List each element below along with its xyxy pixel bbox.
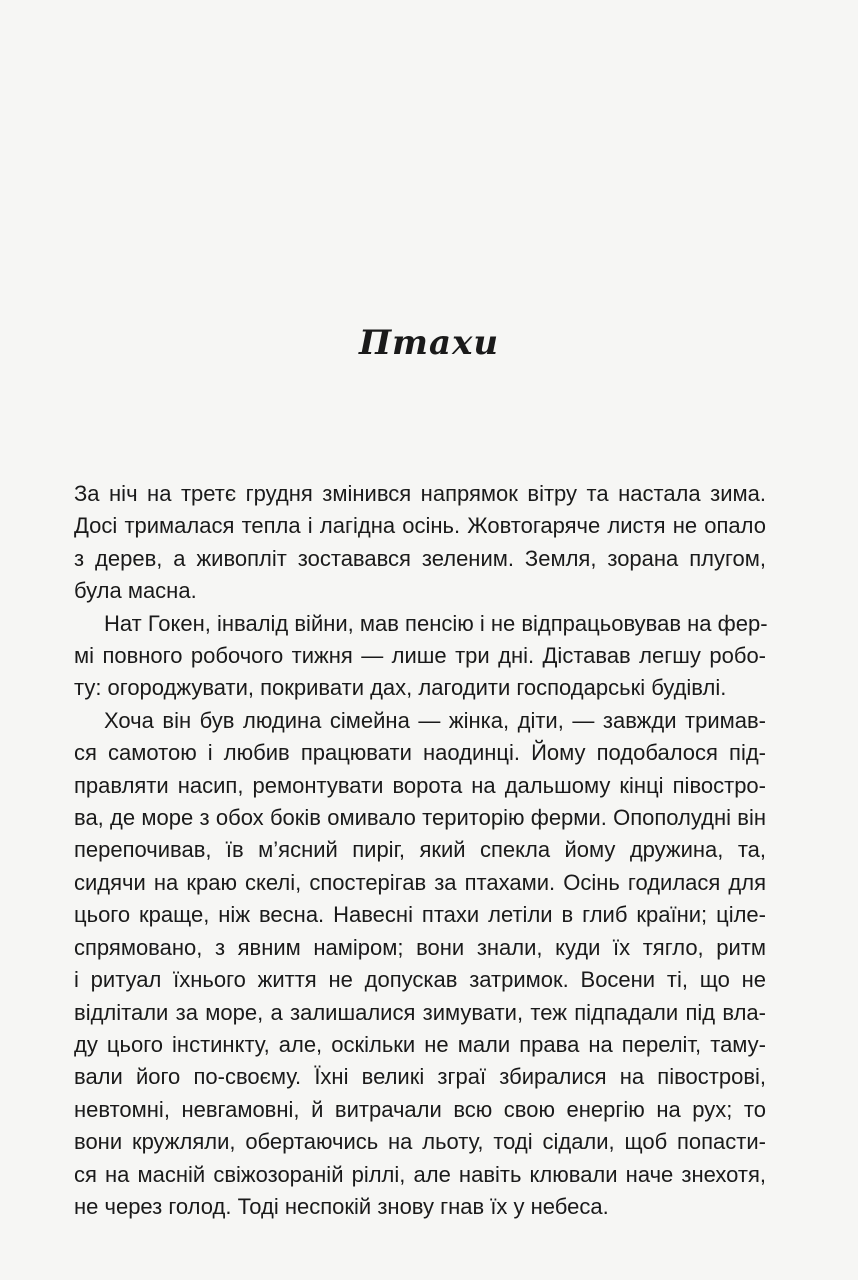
text-line: відлітали за море, а залишалися зимувати, теж підпадали під вла-	[74, 999, 766, 1025]
text-line: була масна.	[74, 578, 197, 604]
body-text	[74, 478, 766, 1223]
text-line: з дерев, а живопліт зоставався зеленим. Земля, зорана плугом,	[74, 545, 766, 571]
text-line: ся самотою і любив працювати наодинці. Йому подобалося під-	[74, 740, 766, 766]
text-line: перепочивав, їв м’ясний пиріг, який спекла йому дружина, та,	[74, 837, 766, 863]
text-line: Досі трималася тепла і лагідна осінь. Жовтогаряче листя не опало	[74, 513, 766, 539]
text-line: і ритуал їхнього життя не допускав затримок. Восени ті, що не	[74, 967, 766, 993]
text-line: ду цього інстинкту, але, оскільки не мали права на переліт, таму-	[74, 1031, 766, 1057]
paragraph-3	[74, 705, 766, 1224]
text-line: вони кружляли, обертаючись на льоту, тоді сідали, щоб попасти-	[74, 1129, 766, 1155]
chapter-title: Птахи	[358, 322, 500, 363]
text-line: вали його по-своєму. Їхні великі зграї збиралися на півострові,	[74, 1064, 766, 1090]
paragraph-2	[74, 608, 766, 705]
text-line: не через голод. Тоді неспокій знову гнав їх у небеса.	[74, 1193, 609, 1219]
text-line: За ніч на третє грудня змінився напрямок вітру та настала зима.	[74, 481, 766, 506]
text-line: цього краще, ніж весна. Навесні птахи летіли в глиб країни; ціле-	[74, 902, 766, 928]
text-line: мі повного робочого тижня — лише три дні. Діставав легшу робо-	[74, 643, 766, 669]
text-line: ту: огороджувати, покривати дах, лагодити господарські будівлі.	[74, 675, 727, 701]
paragraph-1	[74, 478, 766, 608]
text-line: правляти насип, ремонтувати ворота на дальшому кінці півостро-	[74, 772, 766, 798]
text-line: ва, де море з обох боків омивало територію ферми. Опополудні він	[74, 805, 766, 831]
text-line: Нат Гокен, інвалід війни, мав пенсію і не відпрацьовував на фер-	[104, 610, 768, 636]
text-line: сидячи на краю скелі, спостерігав за птахами. Осінь годилася для	[74, 869, 766, 895]
text-line: спрямовано, з явним наміром; вони знали, куди їх тягло, ритм	[74, 934, 766, 960]
text-line: ся на масній свіжозораній ріллі, але навіть клювали наче знехотя,	[74, 1161, 766, 1187]
text-line: Хоча він був людина сімейна — жінка, діти, — завжди тримав-	[104, 707, 766, 733]
text-line: невтомні, невгамовні, й витрачали всю свою енергію на рух; то	[74, 1096, 766, 1122]
